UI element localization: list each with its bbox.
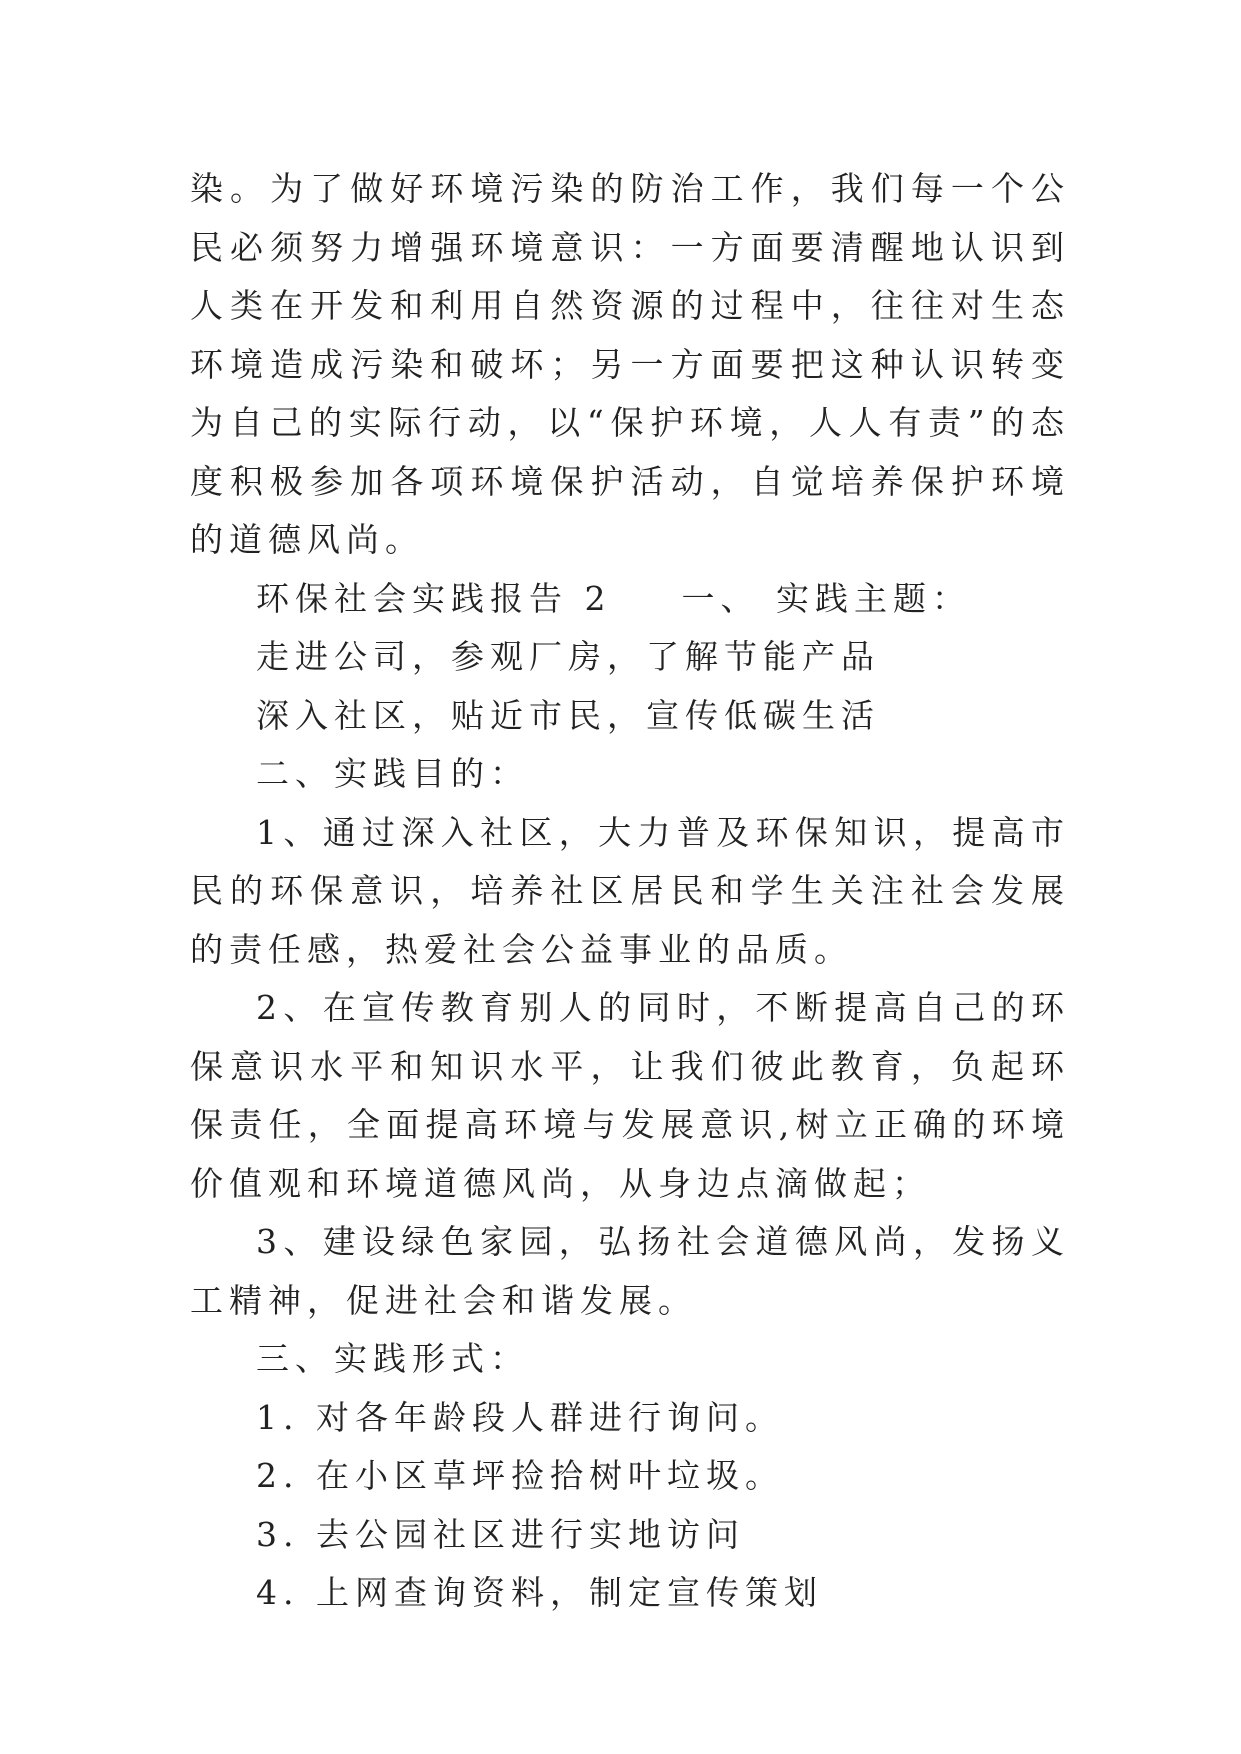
purpose-item-2: 2、在宣传教育别人的同时，不断提高自己的环保意识水平和知识水平，让我们彼此教育，负起环保责任，全面提高环境与发展意识,树立正确的环境价值观和环境道德风尚，从身边点滴做起； [190,988,1070,1203]
report-heading-line [190,570,1070,629]
theme-line-2: 深入社区，贴近市民，宣传低碳生活 [256,695,880,735]
section-heading-theme: 一、 实践主题： [681,578,971,618]
document-body [190,160,1070,1623]
theme-line-1: 走进公司，参观厂房，了解节能产品 [256,637,880,676]
section-heading-purpose: 二、实践目的： [256,754,529,793]
form-item-4: 4. 上网查询资料，制定宣传策划 [256,1573,823,1612]
section-heading-form: 三、实践形式： [256,1339,529,1378]
form-item-1: 1. 对各年龄段人群进行询问。 [256,1397,784,1437]
form-item-2: 2. 在小区草坪捡拾树叶垃圾。 [256,1456,784,1495]
purpose-item-1: 1、通过深入社区，大力普及环保知识，提高市民的环保意识，培养社区居民和学生关注社会发展的责任感，热爱社会公益事业的品质。 [190,812,1070,969]
report-title: 环保社会实践报告 2 [256,578,612,618]
paragraph-continuation: 染。为了做好环境污染的防治工作，我们每一个公民必须努力增强环境意识：一方面要清醒地认识到人类在开发和利用自然资源的过程中，往往对生态环境造成污染和破坏；另一方面要把这种认识转变为自己的实际行动，以“保护环境，人人有责”的态度积极参加各项环境保护活动，自觉培养保护环境的道德风尚。 [190,169,1070,559]
form-item-3: 3. 去公园社区进行实地访问 [256,1514,745,1554]
purpose-item-3: 3、建设绿色家园，弘扬社会道德风尚，发扬义工精神，促进社会和谐发展。 [190,1222,1070,1320]
